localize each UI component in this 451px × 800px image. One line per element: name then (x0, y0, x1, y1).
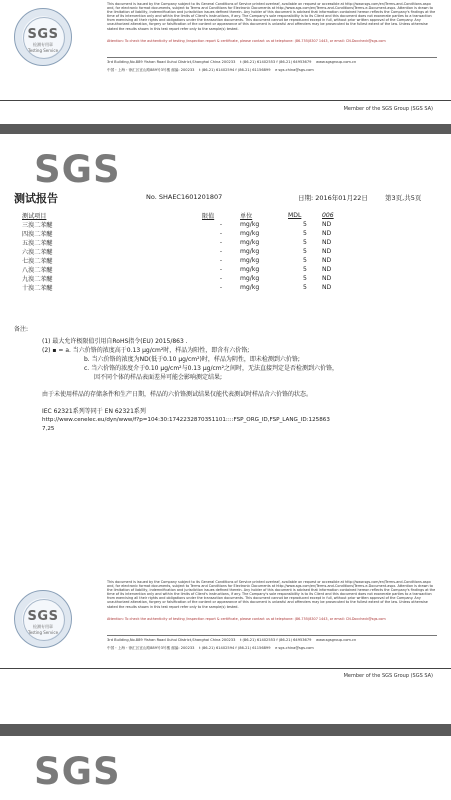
report-title: 测试报告 (14, 192, 58, 205)
note-2c2: 因不同个体的样品表面差异可能会影响测定结果; (94, 374, 223, 381)
note-2b: b. 当六价铬的浓度为ND(低于0.10 μg/cm²)时，样品为阴性，即未检测到六价铬; (84, 356, 300, 363)
legal-text: This document is issued by the Company subject to its General Conditions of Service printed overleaf, available on request or accessible at http://www.sgs.com/en/Terms-and-Conditions.aspx and, for electronic format documents, subject to Terms and Conditions for Electronic Documents at http://www.sgs.com/en/Terms-and-Conditions/Terms-e-Document.aspx. Attention is drawn to the limitation of liability, indemnification and jurisdiction issues defined therein. Any holder of this document is advised that information contained hereon reflects the Company's findings at the time of its intervention only and within the limits of Client's instructions, if any. The Company's sole responsibility is to its Client and this document does not exonerate parties to a transaction from exercising all their rights and obligations under the transaction documents. This document cannot be reproduced except in full, without prior written approval of the Company. Any unauthorized alteration, forgery or falsification of the content or appearance of this document is unlawful and offenders may be prosecuted to the fullest extent of the law. Unless otherwise stated the results shown in this test report refer only to the sample(s) tested. (107, 580, 436, 609)
report-number: No. SHAEC1601201807 (146, 193, 223, 201)
legal-text: This document is issued by the Company subject to its General Conditions of Service printed overleaf, available on request or accessible at http://www.sgs.com/en/Terms-and-Conditions.aspx and, for electronic format documents, subject to Terms and Conditions for Electronic Documents at http://www.sgs.com/en/Terms-and-Conditions/Terms-e-Document.aspx. Attention is drawn to the limitation of liability, indemnification and jurisdiction issues defined therein. Any holder of this document is advised that information contained hereon reflects the Company's findings at the time of its intervention only and within the limits of Client's instructions, if any. The Company's sole responsibility is to its Client and this document does not exonerate parties to a transaction from exercising all their rights and obligations under the transaction documents. This document cannot be reproduced except in full, without prior written approval of the Company. Any unauthorized alteration, forgery or falsification of the content or appearance of this document is unlawful and offenders may be prosecuted to the fullest extent of the law. Unless otherwise stated the results shown in this test report refer only to the sample(s) tested. (107, 2, 436, 31)
report-page-prev (0, 0, 451, 124)
table-row: 十溴二苯醚 - mg/kg 5 ND (22, 284, 332, 292)
note-3: 由于未使用样品的存储条件和生产日期，样品的六价铬测试结果仅能代表测试时样品含六价铬的状态。 (42, 391, 313, 398)
header-sample: 006 (322, 212, 334, 219)
sgs-logo: SGS (34, 750, 121, 793)
header-limit: 限值 (202, 213, 215, 220)
member-text: Member of the SGS Group (SGS SA) (343, 106, 433, 112)
note-6: 7,25 (42, 426, 55, 432)
address-en: 3rd Building,No.889 Yishan Road Xuhui District,Shanghai China 200233 t (86-21) 61402553 f (86-21) 64953679 www.sgsgroup.com.cn (107, 60, 357, 64)
header-unit: 单位 (240, 213, 253, 220)
header-mdl: MDL (288, 212, 302, 219)
report-page-info: 第3页,共5页 (385, 194, 422, 202)
note-2c: c. 当六价铬的浓度介于0.10 μg/cm²与0.13 μg/cm²之间时，无法直接判定是否检测到六价铬， (84, 365, 339, 372)
note-2: (2) ▪ = a. 当六价铬的浓度高于0.13 μg/cm²时，样品为阳性，即含有六价铬; (42, 347, 250, 354)
table-row: 七溴二苯醚 - mg/kg 5 ND (22, 257, 332, 265)
table-row: 五溴二苯醚 - mg/kg 5 ND (22, 239, 332, 247)
sgs-seal: SGS 检测专用章 Testing Service (14, 590, 72, 648)
attention-line: Attention: To check the authenticity of testing /inspection report & certificate, please contact us at telephone: (86-755)8307 1443, or email: CN.Doccheck@sgs.com (107, 617, 386, 621)
table-row: 四溴二苯醚 - mg/kg 5 ND (22, 230, 332, 238)
report-page-next (0, 736, 451, 800)
address-en: 3rd Building,No.889 Yishan Road Xuhui District,Shanghai China 200233 t (86-21) 61402553 f (86-21) 64953679 www.sgsgroup.com.cn (107, 638, 357, 642)
table-row: 九溴二苯醚 - mg/kg 5 ND (22, 275, 332, 283)
sgs-logo: SGS (34, 148, 121, 191)
report-page (0, 134, 451, 724)
note-5[interactable]: http://www.cenelec.eu/dyn/www/f?p=104:30:1742232870351101::::FSP_ORG_ID,FSP_LANG_ID:125863 (42, 417, 330, 423)
address-cn: 中国・上海・徐汇区宜山路889号3号楼 邮编: 200233 t (86-21) 61402594 f (86-21) 61156899 e sgs.china@sgs.com (107, 68, 314, 72)
report-date: 日期: 2016年01月22日 (298, 194, 368, 202)
table-row: 六溴二苯醚 - mg/kg 5 ND (22, 248, 332, 256)
address-cn: 中国・上海・徐汇区宜山路889号3号楼 邮编: 200233 t (86-21) 61402594 f (86-21) 61156899 e sgs.china@sgs.com (107, 646, 314, 650)
attention-line: Attention: To check the authenticity of testing /inspection report & certificate, please contact us at telephone: (86-755)8307 1443, or email: CN.Doccheck@sgs.com (107, 39, 386, 43)
notes-section (14, 325, 439, 434)
table-row: 八溴二苯醚 - mg/kg 5 ND (22, 266, 332, 274)
notes-label: 备注: (14, 326, 29, 333)
table-header (14, 211, 336, 220)
sgs-seal: SGS 检测专用章 Testing Service (14, 8, 72, 66)
header-item: 测试项目 (22, 213, 47, 220)
note-4: IEC 62321系列等同于 EN 62321系列 (42, 408, 146, 415)
page-footer (0, 580, 451, 688)
table-row: 三溴二苯醚 - mg/kg 5 ND (22, 221, 332, 229)
note-1: (1) 最大允许极限值引用自RoHS指令(EU) 2015/863 . (42, 338, 188, 345)
results-table (14, 211, 336, 292)
member-text: Member of the SGS Group (SGS SA) (343, 673, 433, 679)
